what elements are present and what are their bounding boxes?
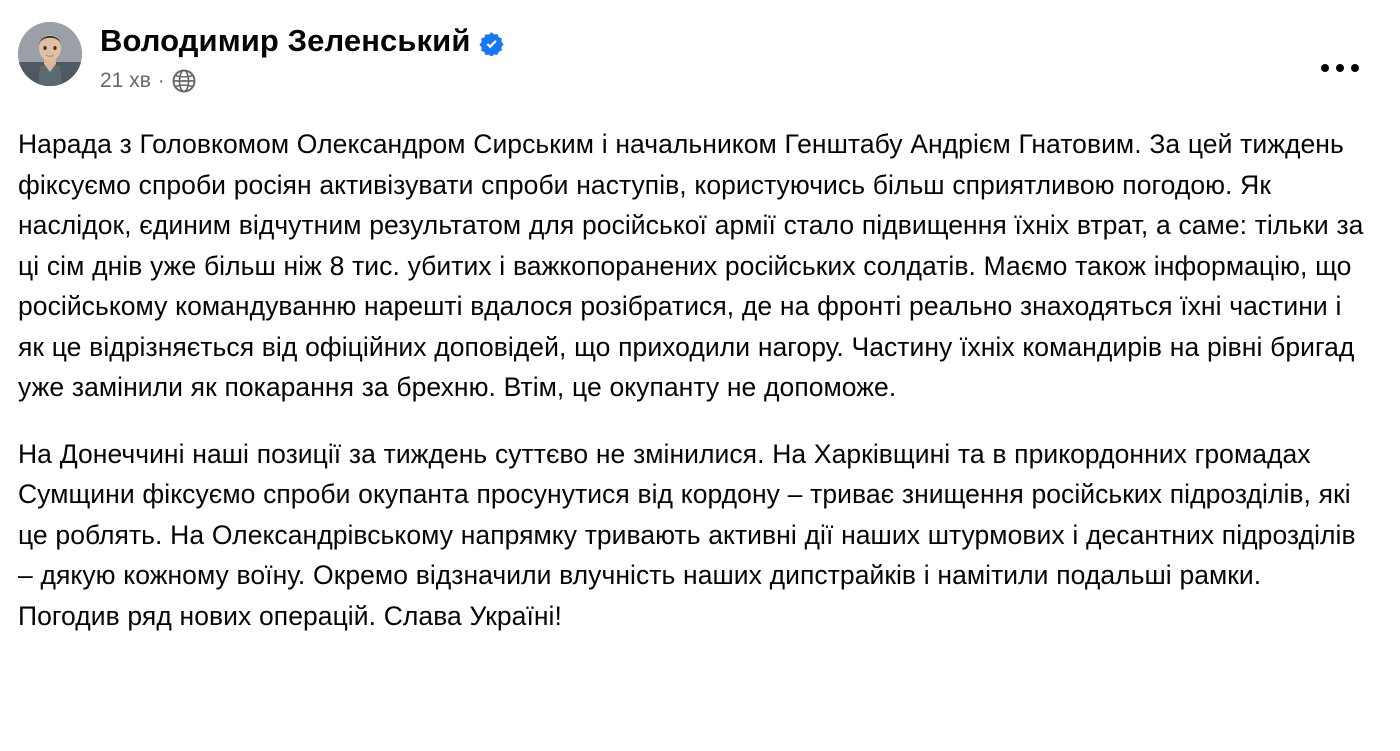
post-paragraph: На Донеччині наші позиції за тиждень суттєво не змінилися. На Харківщині та в прикордонних громадах Сумщини фіксуємо спроби окупанта просунутися від кордону – триває знищення російських підрозділів, які це роблять. На Олександрівському напрямку тривають активні дії наших штурмових і десантних підрозділів – дякую кожному воїну. Окремо відзначили влучність наших дипстрайків і намітили подальші рамки. Погодив ряд нових операцій. Слава Україні! (18, 438, 1356, 631)
avatar[interactable] (18, 22, 82, 86)
ellipsis-dot-icon (1336, 64, 1344, 72)
post-paragraph: Нарада з Головкомом Олександром Сирським і начальником Генштабу Андрієм Гнатовим. За цей тиждень фіксуємо спроби росіян активізувати спроби наступів, користуючись більш сприятливою погодою. Як наслідок, єдиним відчутним результатом для російської армії стало підвищення їхніх втрат, а саме: тільки за ці сім днів уже більш ніж 8 тис. убитих і важкопоранених російських солдатів. Маємо також інформацію, що російському командуванню нарешті вдалося розібратися, де на фронті реально знаходяться їхні частини і як це відрізняється від офіційних доповідей, що приходили нагору. Частину їхніх командирів на рівні бригад уже замінили як покарання за брехню. Втім, це окупанту не допоможе. (18, 129, 1364, 402)
post-header-text (100, 18, 504, 94)
meta-separator: · (157, 70, 165, 92)
post-message (18, 124, 1376, 636)
globe-icon[interactable] (172, 69, 196, 93)
post-more-options-button[interactable] (1312, 50, 1368, 86)
post-timestamp[interactable]: 21 хв (100, 69, 151, 92)
post-meta (100, 68, 504, 94)
avatar-portrait-icon (18, 22, 82, 86)
ellipsis-dot-icon (1351, 64, 1359, 72)
verified-badge-icon (479, 31, 504, 56)
ellipsis-dot-icon (1321, 64, 1329, 72)
author-name[interactable]: Володимир Зеленський (100, 23, 471, 58)
author-row (100, 20, 504, 62)
post-header (18, 18, 1376, 114)
